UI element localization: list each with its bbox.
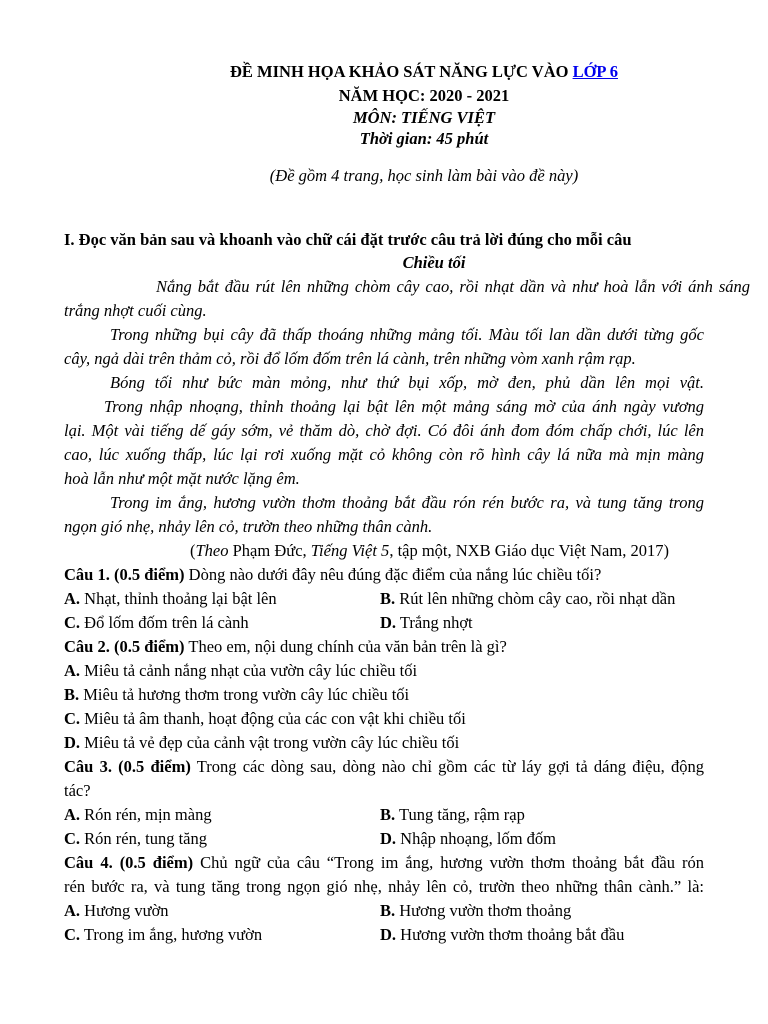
q3-option-c[interactable] (64, 829, 207, 849)
option-key: D. (380, 829, 397, 848)
option-text: Nhạt, thỉnh thoảng lại bật lên (80, 589, 277, 608)
option-text: Miêu tả vẻ đẹp của cảnh vật trong vườn cây lúc chiều tối (80, 733, 460, 752)
option-text: Đổ lốm đốm trên lá cành (80, 613, 249, 632)
option-text: Rón rén, tung tăng (80, 829, 207, 848)
q1-option-c[interactable] (64, 613, 249, 633)
option-key: A. (64, 805, 81, 824)
passage-line: hoà lẫn như một mặt nước lặng êm. (64, 469, 300, 488)
option-text: Nhập nhoạng, lốm đốm (396, 829, 556, 848)
passage-line: ngọn gió nhẹ, nhảy lên cỏ, trườn theo những thân cành. (64, 517, 433, 536)
duration: Thời gian: 45 phút (359, 129, 489, 148)
q4-option-c[interactable] (64, 925, 262, 945)
option-key: B. (380, 589, 396, 608)
option-text: Tung tăng, rậm rạp (395, 805, 525, 824)
option-key: A. (64, 661, 81, 680)
option-key: A. (64, 901, 81, 920)
option-text: Miêu tả âm thanh, hoạt động của các con vật khi chiều tối (80, 709, 466, 728)
option-text: Rút lên những chòm cây cao, rồi nhạt dần (395, 589, 676, 608)
question-text: Trong các dòng sau, dòng nào chỉ gồm các từ láy gợi tả dáng điệu, động (190, 757, 704, 776)
option-text: Hương vườn (80, 901, 169, 920)
option-key: C. (64, 829, 81, 848)
option-key: C. (64, 613, 81, 632)
source-rest: , tập một, NXB Giáo dục Việt Nam, 2017) (389, 541, 669, 560)
passage-line: Nắng bắt đầu rút lên những chòm cây cao, rồi nhạt dần và như hoà lẫn với ánh sáng (156, 277, 750, 296)
option-text: Hương vườn thơm thoảng bắt đầu (396, 925, 625, 944)
q1-option-d[interactable] (380, 613, 473, 633)
q3-option-a[interactable] (64, 805, 212, 825)
subject: MÔN: TIẾNG VIỆT (352, 108, 496, 127)
option-text: Trắng nhợt (396, 613, 473, 632)
passage-line: cao, lúc xuống thấp, lúc lại rơi xuống mặt cỏ không còn rõ hình cây lá nữa mà mịn màng (64, 445, 704, 464)
q4-option-d[interactable] (380, 925, 624, 945)
passage-source (190, 541, 669, 561)
source-author: Phạm Đức, (228, 541, 311, 560)
question-text: Theo em, nội dung chính của văn bản trên là gì? (184, 637, 507, 656)
question-text: Dòng nào dưới đây nêu đúng đặc điểm của nắng lúc chiều tối? (184, 565, 602, 584)
question-label: Câu 2. (0.5 điểm) (64, 637, 185, 656)
question-label: Câu 3. (0.5 điểm) (64, 757, 191, 776)
q4-option-b[interactable] (380, 901, 571, 921)
q1-option-a[interactable] (64, 589, 277, 609)
q3-option-d[interactable] (380, 829, 556, 849)
option-key: B. (380, 805, 396, 824)
exam-note: (Đề gồm 4 trang, học sinh làm bài vào đề này) (269, 166, 579, 185)
option-key: D. (380, 613, 397, 632)
passage-line: cây, ngả dài trên thảm cỏ, rồi đổ lốm đốm trên lá cành, trên những vòm xanh rậm rạp. (64, 349, 636, 368)
q4-option-a[interactable] (64, 901, 169, 921)
passage-line: Bóng tối như bức màn mỏng, như thứ bụi xốp, mờ đen, phủ dần lên mọi vật. (110, 373, 704, 392)
grade-link[interactable]: LỚP 6 (572, 62, 618, 81)
passage-title: Chiều tối (402, 253, 466, 272)
exam-title-text: ĐỀ MINH HỌA KHẢO SÁT NĂNG LỰC VÀO (230, 62, 573, 81)
passage-line: trắng nhợt cuối cùng. (64, 301, 207, 320)
question-1 (64, 565, 601, 585)
question-3-cont: tác? (64, 781, 91, 800)
q2-option-d[interactable] (64, 733, 459, 753)
source-open: ( (190, 541, 196, 560)
source-book: Tiếng Việt 5 (310, 541, 390, 560)
option-key: C. (64, 709, 81, 728)
option-text: Rón rén, mịn màng (80, 805, 212, 824)
option-text: Hương vườn thơm thoảng (395, 901, 572, 920)
section-heading: I. Đọc văn bản sau và khoanh vào chữ cái đặt trước câu trả lời đúng cho mỗi câu (64, 230, 632, 249)
question-3 (64, 757, 704, 777)
option-key: A. (64, 589, 81, 608)
question-label: Câu 1. (0.5 điểm) (64, 565, 185, 584)
q2-option-c[interactable] (64, 709, 466, 729)
option-key: C. (64, 925, 81, 944)
question-text: Chủ ngữ của câu “Trong im ắng, hương vườn thơm thoảng bắt đầu rón (193, 853, 704, 872)
passage-line: Trong im ắng, hương vườn thơm thoảng bắt đầu rón rén bước ra, và tung tăng trong (110, 493, 704, 512)
q1-option-b[interactable] (380, 589, 675, 609)
question-4-cont: rén bước ra, và tung tăng trong ngọn gió nhẹ, nhảy lên cỏ, trườn theo những thân cành.” là: (64, 877, 704, 896)
option-key: D. (64, 733, 81, 752)
option-text: Trong im ắng, hương vườn (80, 925, 263, 944)
school-year: NĂM HỌC: 2020 - 2021 (338, 86, 510, 105)
option-text: Miêu tả cảnh nắng nhạt của vườn cây lúc chiều tối (80, 661, 418, 680)
exam-title (0, 62, 768, 82)
q3-option-b[interactable] (380, 805, 525, 825)
question-2 (64, 637, 507, 657)
source-theo: Theo (195, 541, 229, 560)
question-label: Câu 4. (0.5 điểm) (64, 853, 194, 872)
passage-line: Trong nhập nhoạng, thỉnh thoảng lại bật lên một mảng sáng mờ của ánh ngày vương (104, 397, 704, 416)
q2-option-b[interactable] (64, 685, 409, 705)
q2-option-a[interactable] (64, 661, 417, 681)
passage-line: lại. Một vài tiếng dế gáy sớm, vẻ thăm dò, chờ đợi. Có đôi ánh đom đóm chấp chới, lúc lên (64, 421, 704, 440)
option-key: B. (380, 901, 396, 920)
option-key: D. (380, 925, 397, 944)
question-4 (64, 853, 704, 873)
option-text: Miêu tả hương thơm trong vườn cây lúc chiều tối (79, 685, 410, 704)
option-key: B. (64, 685, 80, 704)
passage-line: Trong những bụi cây đã thấp thoáng những mảng tối. Màu tối lan dần dưới từng gốc (110, 325, 704, 344)
